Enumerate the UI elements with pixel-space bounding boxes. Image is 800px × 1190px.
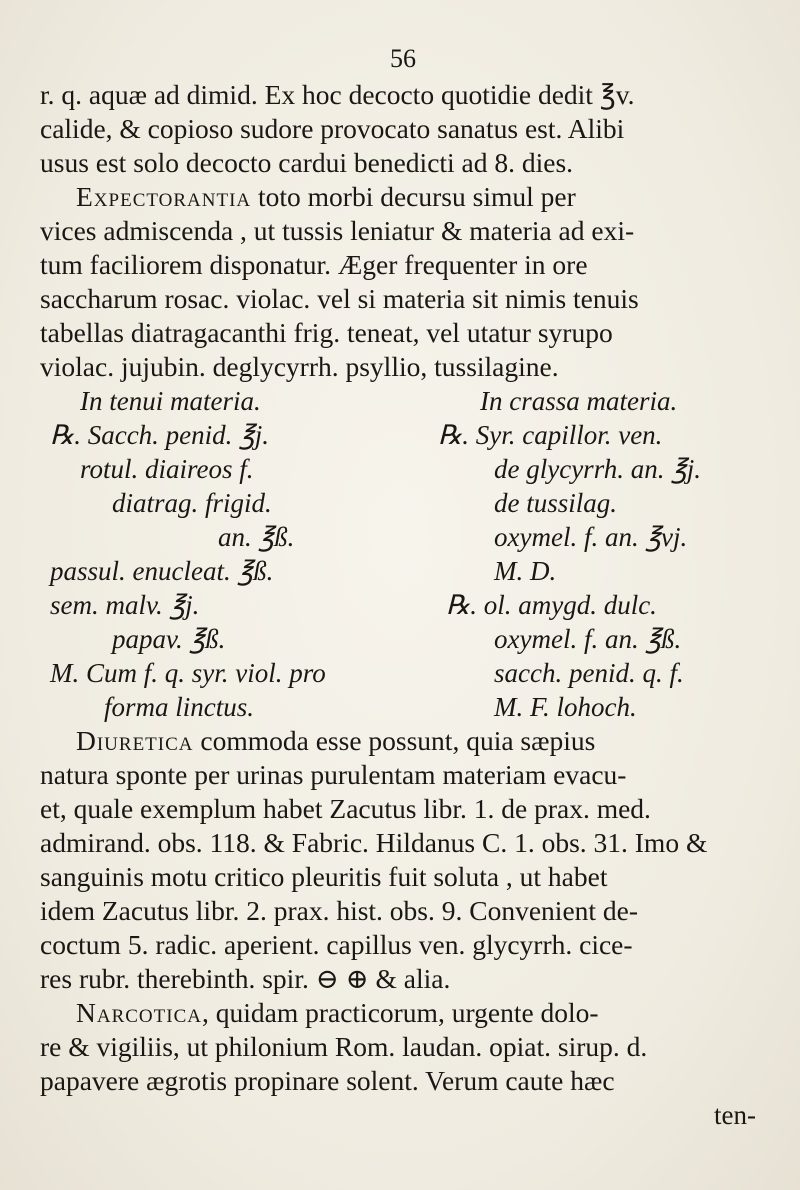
recipe-line: M. Cum f. q. syr. viol. pro bbox=[50, 658, 326, 688]
text-line: sanguinis motu critico pleuritis fuit soluta , ut habet bbox=[40, 861, 608, 892]
recipe-line: ℞. ol. amygd. dulc. bbox=[446, 590, 657, 620]
recipe-line: ℞. Sacch. penid. ℥j. bbox=[50, 420, 270, 450]
text-line: violac. jujubin. deglycyrrh. psyllio, tussilagine. bbox=[40, 351, 559, 382]
text-line: idem Zacutus libr. 2. prax. hist. obs. 9. Convenient de- bbox=[40, 895, 639, 926]
text-line: papavere ægrotis propinare solent. Verum caute hæc bbox=[40, 1065, 615, 1096]
text-line: Narcotica, quidam practicorum, urgente dolo- bbox=[76, 997, 599, 1028]
text-line: tum faciliorem disponatur. Æger frequenter in ore bbox=[40, 249, 588, 280]
recipe-line: diatrag. frigid. bbox=[112, 488, 272, 518]
text-line: admirand. obs. 118. & Fabric. Hildanus C. 1. obs. 31. Imo & bbox=[40, 827, 708, 858]
recipe-line: passul. enucleat. ℥ß. bbox=[50, 556, 274, 586]
recipe-line: forma linctus. bbox=[104, 692, 255, 722]
text-line: r. q. aquæ ad dimid. Ex hoc decocto quotidie dedit ℥v. bbox=[40, 79, 635, 110]
recipe-line: rotul. diaireos f. bbox=[80, 454, 254, 484]
recipe-heading: In tenui materia. bbox=[80, 386, 261, 416]
text-line: coctum 5. radic. aperient. capillus ven. glycyrrh. cice- bbox=[40, 929, 633, 960]
text-line: vices admiscenda , ut tussis leniatur & materia ad exi- bbox=[40, 215, 635, 246]
text-line: res rubr. therebinth. spir. ⊖ ⊕ & alia. bbox=[40, 963, 451, 994]
recipe-line: sacch. penid. q. f. bbox=[494, 658, 684, 688]
recipe-line: papav. ℥ß. bbox=[112, 624, 226, 654]
recipe-line: M. D. bbox=[494, 556, 557, 586]
recipe-line: sem. malv. ℥j. bbox=[50, 590, 200, 620]
recipe-line: de glycyrrh. an. ℥j. bbox=[494, 454, 702, 484]
section-heading-expectorantia: Expectorantia bbox=[76, 181, 252, 212]
text-line: re & vigiliis, ut philonium Rom. laudan. opiat. sirup. d. bbox=[40, 1031, 648, 1062]
text-line: saccharum rosac. violac. vel si materia sit nimis tenuis bbox=[40, 283, 639, 314]
text-line: natura sponte per urinas purulentam materiam evacu- bbox=[40, 759, 627, 790]
text-line: usus est solo decocto cardui benedicti ad 8. dies. bbox=[40, 147, 574, 178]
text-line: Diuretica commoda esse possunt, quia sæpius bbox=[76, 725, 596, 756]
recipe-line: oxymel. f. an. ℥vj. bbox=[494, 522, 688, 552]
recipe-heading: In crassa materia. bbox=[480, 386, 678, 416]
text-line: et, quale exemplum habet Zacutus libr. 1. de prax. med. bbox=[40, 793, 651, 824]
section-heading-narcotica: Narcotica bbox=[76, 997, 202, 1028]
recipe-line: ℞. Syr. capillor. ven. bbox=[438, 420, 663, 450]
recipe-line: de tussilag. bbox=[494, 488, 618, 518]
text-line: Expectorantia toto morbi decursu simul per bbox=[76, 181, 576, 212]
text-line: tabellas diatragacanthi frig. teneat, vel utatur syrupo bbox=[40, 317, 613, 348]
recipe-line: an. ℥ß. bbox=[218, 522, 295, 552]
text-line: calide, & copioso sudore provocato sanatus est. Alibi bbox=[40, 113, 625, 144]
page-number: 56 bbox=[390, 44, 416, 73]
catchword: ten- bbox=[714, 1100, 756, 1130]
recipe-line: M. F. lohoch. bbox=[494, 692, 637, 722]
recipe-line: oxymel. f. an. ℥ß. bbox=[494, 624, 682, 654]
section-heading-diuretica: Diuretica bbox=[76, 725, 194, 756]
